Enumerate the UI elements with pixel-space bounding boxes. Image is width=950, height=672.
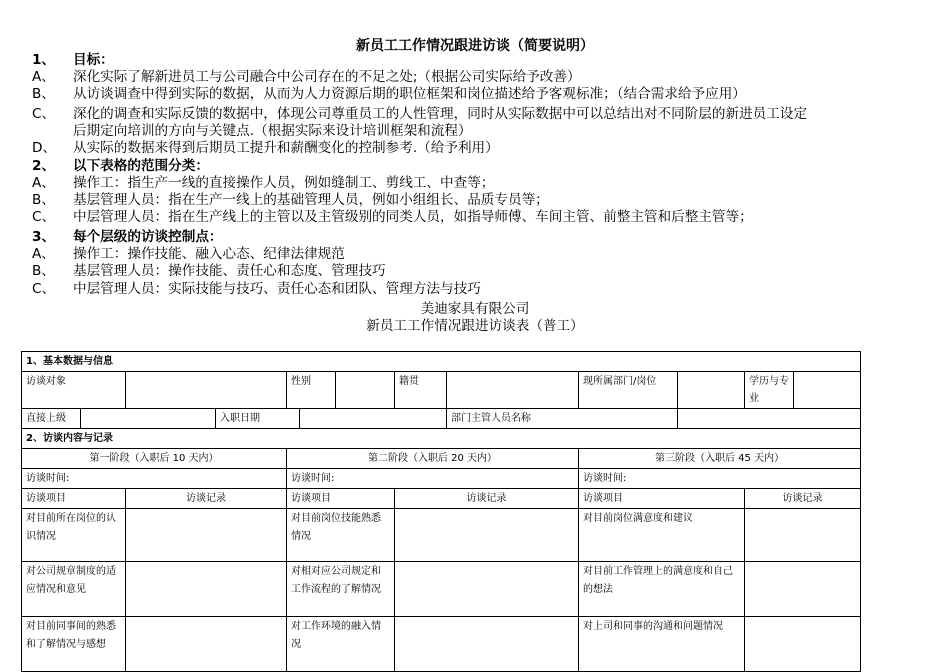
value-supervisor[interactable] (81, 409, 216, 429)
instruction-number: B、 (32, 263, 55, 279)
stage-2-header: 第二阶段（入职后 20 天内） (287, 449, 579, 469)
instruction-text: 目标： (73, 52, 114, 68)
stage-2-record-header: 访谈记录 (395, 489, 579, 509)
stage-2-record[interactable] (395, 617, 579, 672)
instruction-number: 3、 (32, 229, 56, 245)
instruction-number: C、 (32, 106, 56, 122)
label-dept-post: 现所属部门/岗位 (579, 372, 678, 409)
label-gender: 性别 (287, 372, 336, 409)
label-dept-head: 部门主管人员名称 (447, 409, 678, 429)
value-interviewee[interactable] (126, 372, 287, 409)
instruction-text: 基层管理人员：操作技能、责任心和态度、管理技巧 (73, 263, 386, 279)
stage-3-record-header: 访谈记录 (745, 489, 861, 509)
label-supervisor: 直接上级 (22, 409, 81, 429)
label-join-date: 入职日期 (216, 409, 300, 429)
stage-3-item: 对目前岗位满意度和建议 (579, 509, 745, 562)
instruction-text: 深化的调查和实际反馈的数据中，体现公司尊重员工的人性管理，同时从实际数据中可以总结出对不同阶层的新进员工设定 (73, 106, 808, 122)
stage-3-item: 对目前工作管理上的满意度和自己的想法 (579, 562, 745, 617)
instruction-number: D、 (32, 140, 57, 156)
stage-1-record[interactable] (126, 562, 287, 617)
instruction-number: A、 (32, 175, 55, 191)
instruction-number: A、 (32, 69, 55, 85)
stage-3-time[interactable]: 访谈时间: (579, 469, 861, 489)
value-join-date[interactable] (300, 409, 447, 429)
stage-3-record[interactable] (745, 509, 861, 562)
stage-2-item: 对相对应公司规定和工作流程的了解情况 (287, 562, 395, 617)
instruction-number: B、 (32, 192, 55, 208)
stage-3-header: 第三阶段（入职后 45 天内） (579, 449, 861, 469)
value-gender[interactable] (336, 372, 395, 409)
stage-2-record[interactable] (395, 562, 579, 617)
label-education: 学历与专业 (745, 372, 794, 409)
stage-1-item: 对公司规章制度的适应情况和意见 (22, 562, 126, 617)
stage-1-record[interactable] (126, 617, 287, 672)
value-native-place[interactable] (447, 372, 579, 409)
stage-2-record[interactable] (395, 509, 579, 562)
instruction-text: 中层管理人员：实际技能与技巧、责任心态和团队、管理方法与技巧 (73, 281, 481, 297)
stage-3-record[interactable] (745, 617, 861, 672)
company-name: 美迪家具有限公司 (420, 301, 530, 317)
value-dept-head[interactable] (678, 409, 861, 429)
stage-2-item: 对目前岗位技能熟悉情况 (287, 509, 395, 562)
instruction-text: 后期定向培训的方向与关键点.（根据实际来设计培训框架和流程） (73, 123, 472, 139)
document-title: 新员工工作情况跟进访谈（简要说明） (356, 38, 594, 54)
stage-1-time[interactable]: 访谈时间: (22, 469, 287, 489)
section-basic-info: 1、基本数据与信息 (22, 352, 861, 372)
instruction-number: B、 (32, 86, 55, 102)
stage-1-header: 第一阶段（入职后 10 天内） (22, 449, 287, 469)
instruction-text: 从实际的数据来得到后期员工提升和薪酬变化的控制参考.（给予利用） (73, 140, 499, 156)
instruction-text: 深化实际了解新进员工与公司融合中公司存在的不足之处;（根据公司实际给予改善） (73, 69, 581, 85)
instruction-text: 操作工：操作技能、融入心态、纪律法律规范 (73, 246, 345, 262)
form-title: 新员工工作情况跟进访谈表（普工） (366, 318, 584, 334)
value-dept-post[interactable] (678, 372, 745, 409)
stage-2-time[interactable]: 访谈时间: (287, 469, 579, 489)
stage-3-record[interactable] (745, 562, 861, 617)
label-interviewee: 访谈对象 (22, 372, 126, 409)
stage-2-item-header: 访谈项目 (287, 489, 395, 509)
value-education[interactable] (794, 372, 861, 409)
instruction-number: 1、 (32, 52, 56, 68)
stage-2-item: 对工作环境的融入情况 (287, 617, 395, 672)
instruction-text: 每个层级的访谈控制点： (73, 229, 223, 245)
instruction-text: 中层管理人员：指在生产线上的主管以及主管级别的同类人员，如指导师傅、车间主管、前整主管和后整主管等； (73, 209, 753, 225)
stage-1-item-header: 访谈项目 (22, 489, 126, 509)
instruction-text: 从访谈调查中得到实际的数据，从而为人力资源后期的职位框架和岗位描述给予客观标准；（结合需求给予应用） (73, 86, 746, 102)
stage-1-item: 对目前所在岗位的认识情况 (22, 509, 126, 562)
section-interview: 2、访谈内容与记录 (22, 429, 861, 449)
instruction-number: C、 (32, 209, 56, 225)
stage-1-record-header: 访谈记录 (126, 489, 287, 509)
stage-1-item: 对目前同事间的熟悉和了解情况与感想 (22, 617, 126, 672)
stage-3-item-header: 访谈项目 (579, 489, 745, 509)
instruction-number: A、 (32, 246, 55, 262)
instruction-text: 基层管理人员：指在生产一线上的基础管理人员，例如小组组长、品质专员等； (73, 192, 549, 208)
instruction-number: C、 (32, 281, 56, 297)
interview-form (21, 351, 861, 672)
instruction-text: 操作工：指生产一线的直接操作人员，例如缝制工、剪线工、中查等； (73, 175, 495, 191)
stage-1-record[interactable] (126, 509, 287, 562)
instruction-number: 2、 (32, 158, 56, 174)
instruction-text: 以下表格的范围分类： (73, 158, 209, 174)
label-native-place: 籍贯 (395, 372, 447, 409)
stage-3-item: 对上司和同事的沟通和问题情况 (579, 617, 745, 672)
